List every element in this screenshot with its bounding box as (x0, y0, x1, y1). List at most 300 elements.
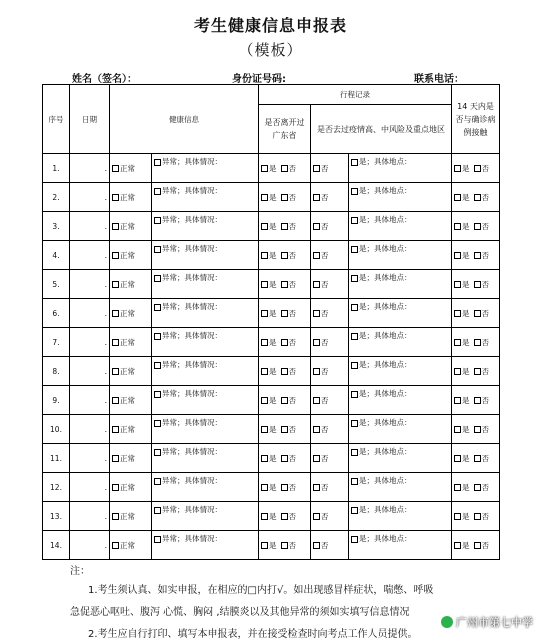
checkbox-icon[interactable] (351, 478, 358, 485)
option-yes-location[interactable]: 是；具体地点： (351, 273, 412, 282)
option-no[interactable]: 否 (474, 396, 490, 405)
checkbox-icon[interactable] (112, 455, 119, 462)
option-yes[interactable]: 是 (454, 454, 470, 463)
date-cell[interactable]: . (70, 502, 110, 531)
checkbox-icon[interactable] (474, 165, 481, 172)
option-yes[interactable]: 是 (261, 483, 277, 492)
health-abnormal-cell[interactable] (152, 502, 259, 531)
contact-cell[interactable] (452, 328, 500, 357)
checkbox-icon[interactable] (112, 310, 119, 317)
checkbox-icon[interactable] (154, 159, 161, 166)
checkbox-icon[interactable] (351, 217, 358, 224)
option-yes-location[interactable]: 是；具体地点： (351, 331, 412, 340)
risk-no-cell[interactable] (311, 444, 349, 473)
checkbox-icon[interactable] (281, 368, 288, 375)
checkbox-icon[interactable] (474, 310, 481, 317)
checkbox-icon[interactable] (154, 391, 161, 398)
checkbox-icon[interactable] (261, 252, 268, 259)
risk-location-cell[interactable] (349, 241, 452, 270)
checkbox-icon[interactable] (313, 484, 320, 491)
health-normal-cell[interactable] (110, 299, 152, 328)
health-abnormal-cell[interactable] (152, 183, 259, 212)
checkbox-icon[interactable] (351, 391, 358, 398)
option-yes-location[interactable]: 是；具体地点： (351, 534, 412, 543)
date-cell[interactable]: . (70, 357, 110, 386)
option-normal[interactable]: 正常 (112, 367, 135, 376)
option-yes[interactable]: 是 (261, 338, 277, 347)
option-no[interactable]: 否 (313, 280, 329, 289)
risk-no-cell[interactable] (311, 154, 349, 183)
option-yes[interactable]: 是 (454, 338, 470, 347)
health-normal-cell[interactable] (110, 444, 152, 473)
option-no[interactable]: 否 (474, 512, 490, 521)
option-abnormal[interactable]: 异常；具体情况： (154, 302, 222, 311)
risk-location-cell[interactable] (349, 183, 452, 212)
checkbox-icon[interactable] (261, 310, 268, 317)
checkbox-icon[interactable] (261, 455, 268, 462)
option-no[interactable]: 否 (281, 512, 297, 521)
option-yes-location[interactable]: 是；具体地点： (351, 418, 412, 427)
option-normal[interactable]: 正常 (112, 251, 135, 260)
health-abnormal-cell[interactable] (152, 444, 259, 473)
option-yes[interactable]: 是 (454, 483, 470, 492)
date-cell[interactable]: . (70, 473, 110, 502)
checkbox-icon[interactable] (281, 194, 288, 201)
health-normal-cell[interactable] (110, 183, 152, 212)
health-normal-cell[interactable] (110, 357, 152, 386)
option-yes[interactable]: 是 (454, 164, 470, 173)
option-no[interactable]: 否 (474, 251, 490, 260)
checkbox-icon[interactable] (454, 455, 461, 462)
checkbox-icon[interactable] (454, 310, 461, 317)
option-yes[interactable]: 是 (261, 454, 277, 463)
option-yes[interactable]: 是 (261, 367, 277, 376)
health-normal-cell[interactable] (110, 270, 152, 299)
option-yes[interactable]: 是 (454, 541, 470, 550)
checkbox-icon[interactable] (261, 368, 268, 375)
option-no[interactable]: 否 (313, 164, 329, 173)
option-yes[interactable]: 是 (261, 309, 277, 318)
option-no[interactable]: 否 (281, 193, 297, 202)
checkbox-icon[interactable] (112, 252, 119, 259)
checkbox-icon[interactable] (474, 223, 481, 230)
contact-cell[interactable] (452, 386, 500, 415)
checkbox-icon[interactable] (313, 542, 320, 549)
risk-location-cell[interactable] (349, 386, 452, 415)
option-yes[interactable]: 是 (454, 309, 470, 318)
option-yes[interactable]: 是 (454, 512, 470, 521)
date-cell[interactable]: . (70, 270, 110, 299)
option-normal[interactable]: 正常 (112, 541, 135, 550)
option-abnormal[interactable]: 异常；具体情况： (154, 331, 222, 340)
checkbox-icon[interactable] (351, 507, 358, 514)
contact-cell[interactable] (452, 154, 500, 183)
checkbox-icon[interactable] (351, 188, 358, 195)
left-guangdong-cell[interactable] (259, 328, 311, 357)
health-abnormal-cell[interactable] (152, 531, 259, 560)
checkbox-icon[interactable] (154, 246, 161, 253)
option-no[interactable]: 否 (474, 222, 490, 231)
checkbox-icon[interactable] (313, 310, 320, 317)
risk-no-cell[interactable] (311, 183, 349, 212)
option-normal[interactable]: 正常 (112, 338, 135, 347)
checkbox-icon[interactable] (281, 252, 288, 259)
checkbox-icon[interactable] (313, 281, 320, 288)
option-yes-location[interactable]: 是；具体地点： (351, 476, 412, 485)
option-no[interactable]: 否 (281, 541, 297, 550)
checkbox-icon[interactable] (474, 397, 481, 404)
risk-no-cell[interactable] (311, 212, 349, 241)
option-no[interactable]: 否 (474, 338, 490, 347)
health-abnormal-cell[interactable] (152, 328, 259, 357)
option-no[interactable]: 否 (474, 309, 490, 318)
option-yes-location[interactable]: 是；具体地点： (351, 186, 412, 195)
risk-location-cell[interactable] (349, 502, 452, 531)
checkbox-icon[interactable] (112, 397, 119, 404)
checkbox-icon[interactable] (281, 513, 288, 520)
option-yes[interactable]: 是 (261, 251, 277, 260)
checkbox-icon[interactable] (454, 194, 461, 201)
risk-location-cell[interactable] (349, 212, 452, 241)
checkbox-icon[interactable] (313, 455, 320, 462)
checkbox-icon[interactable] (474, 484, 481, 491)
option-normal[interactable]: 正常 (112, 309, 135, 318)
option-abnormal[interactable]: 异常；具体情况： (154, 389, 222, 398)
contact-cell[interactable] (452, 212, 500, 241)
risk-no-cell[interactable] (311, 328, 349, 357)
checkbox-icon[interactable] (281, 542, 288, 549)
option-no[interactable]: 否 (474, 425, 490, 434)
risk-no-cell[interactable] (311, 531, 349, 560)
option-no[interactable]: 否 (474, 280, 490, 289)
checkbox-icon[interactable] (351, 362, 358, 369)
risk-location-cell[interactable] (349, 299, 452, 328)
checkbox-icon[interactable] (261, 281, 268, 288)
option-abnormal[interactable]: 异常；具体情况： (154, 157, 222, 166)
left-guangdong-cell[interactable] (259, 357, 311, 386)
option-no[interactable]: 否 (313, 483, 329, 492)
option-normal[interactable]: 正常 (112, 396, 135, 405)
option-abnormal[interactable]: 异常；具体情况： (154, 505, 222, 514)
risk-location-cell[interactable] (349, 154, 452, 183)
checkbox-icon[interactable] (261, 397, 268, 404)
option-no[interactable]: 否 (281, 280, 297, 289)
option-no[interactable]: 否 (313, 309, 329, 318)
option-yes[interactable]: 是 (261, 222, 277, 231)
option-yes[interactable]: 是 (261, 512, 277, 521)
checkbox-icon[interactable] (112, 542, 119, 549)
checkbox-icon[interactable] (313, 252, 320, 259)
checkbox-icon[interactable] (313, 397, 320, 404)
checkbox-icon[interactable] (313, 223, 320, 230)
option-yes[interactable]: 是 (454, 280, 470, 289)
date-cell[interactable]: . (70, 154, 110, 183)
checkbox-icon[interactable] (454, 542, 461, 549)
risk-no-cell[interactable] (311, 415, 349, 444)
option-yes-location[interactable]: 是；具体地点： (351, 244, 412, 253)
risk-no-cell[interactable] (311, 270, 349, 299)
option-normal[interactable]: 正常 (112, 193, 135, 202)
option-abnormal[interactable]: 异常；具体情况： (154, 447, 222, 456)
checkbox-icon[interactable] (112, 339, 119, 346)
risk-location-cell[interactable] (349, 415, 452, 444)
left-guangdong-cell[interactable] (259, 386, 311, 415)
health-abnormal-cell[interactable] (152, 357, 259, 386)
checkbox-icon[interactable] (154, 449, 161, 456)
health-normal-cell[interactable] (110, 154, 152, 183)
option-yes[interactable]: 是 (454, 222, 470, 231)
checkbox-icon[interactable] (454, 513, 461, 520)
option-yes[interactable]: 是 (261, 541, 277, 550)
checkbox-icon[interactable] (474, 339, 481, 346)
option-no[interactable]: 否 (313, 251, 329, 260)
checkbox-icon[interactable] (474, 455, 481, 462)
contact-cell[interactable] (452, 270, 500, 299)
health-normal-cell[interactable] (110, 502, 152, 531)
checkbox-icon[interactable] (351, 420, 358, 427)
checkbox-icon[interactable] (154, 333, 161, 340)
checkbox-icon[interactable] (154, 362, 161, 369)
checkbox-icon[interactable] (351, 333, 358, 340)
option-no[interactable]: 否 (281, 164, 297, 173)
checkbox-icon[interactable] (154, 478, 161, 485)
checkbox-icon[interactable] (454, 484, 461, 491)
option-no[interactable]: 否 (281, 338, 297, 347)
date-cell[interactable]: . (70, 212, 110, 241)
date-cell[interactable]: . (70, 183, 110, 212)
option-no[interactable]: 否 (281, 309, 297, 318)
left-guangdong-cell[interactable] (259, 212, 311, 241)
health-normal-cell[interactable] (110, 531, 152, 560)
health-abnormal-cell[interactable] (152, 154, 259, 183)
checkbox-icon[interactable] (112, 513, 119, 520)
option-yes-location[interactable]: 是；具体地点： (351, 215, 412, 224)
left-guangdong-cell[interactable] (259, 444, 311, 473)
checkbox-icon[interactable] (281, 310, 288, 317)
checkbox-icon[interactable] (454, 281, 461, 288)
option-abnormal[interactable]: 异常；具体情况： (154, 418, 222, 427)
date-cell[interactable]: . (70, 328, 110, 357)
option-yes[interactable]: 是 (261, 193, 277, 202)
option-yes-location[interactable]: 是；具体地点： (351, 389, 412, 398)
left-guangdong-cell[interactable] (259, 241, 311, 270)
checkbox-icon[interactable] (454, 252, 461, 259)
risk-location-cell[interactable] (349, 531, 452, 560)
health-abnormal-cell[interactable] (152, 270, 259, 299)
left-guangdong-cell[interactable] (259, 531, 311, 560)
risk-no-cell[interactable] (311, 473, 349, 502)
health-normal-cell[interactable] (110, 212, 152, 241)
health-abnormal-cell[interactable] (152, 241, 259, 270)
left-guangdong-cell[interactable] (259, 473, 311, 502)
checkbox-icon[interactable] (261, 223, 268, 230)
checkbox-icon[interactable] (112, 223, 119, 230)
checkbox-icon[interactable] (154, 304, 161, 311)
risk-no-cell[interactable] (311, 299, 349, 328)
checkbox-icon[interactable] (454, 165, 461, 172)
checkbox-icon[interactable] (261, 513, 268, 520)
contact-cell[interactable] (452, 241, 500, 270)
option-yes[interactable]: 是 (454, 425, 470, 434)
option-normal[interactable]: 正常 (112, 164, 135, 173)
checkbox-icon[interactable] (474, 281, 481, 288)
checkbox-icon[interactable] (112, 484, 119, 491)
risk-location-cell[interactable] (349, 444, 452, 473)
checkbox-icon[interactable] (112, 194, 119, 201)
option-no[interactable]: 否 (281, 367, 297, 376)
checkbox-icon[interactable] (351, 159, 358, 166)
option-no[interactable]: 否 (313, 425, 329, 434)
option-yes-location[interactable]: 是；具体地点： (351, 447, 412, 456)
option-no[interactable]: 否 (313, 541, 329, 550)
left-guangdong-cell[interactable] (259, 154, 311, 183)
contact-cell[interactable] (452, 299, 500, 328)
risk-no-cell[interactable] (311, 386, 349, 415)
contact-cell[interactable] (452, 415, 500, 444)
checkbox-icon[interactable] (261, 542, 268, 549)
checkbox-icon[interactable] (454, 223, 461, 230)
contact-cell[interactable] (452, 444, 500, 473)
checkbox-icon[interactable] (351, 304, 358, 311)
option-no[interactable]: 否 (281, 425, 297, 434)
left-guangdong-cell[interactable] (259, 270, 311, 299)
checkbox-icon[interactable] (351, 246, 358, 253)
option-abnormal[interactable]: 异常；具体情况： (154, 186, 222, 195)
option-no[interactable]: 否 (474, 164, 490, 173)
checkbox-icon[interactable] (454, 339, 461, 346)
left-guangdong-cell[interactable] (259, 183, 311, 212)
checkbox-icon[interactable] (351, 536, 358, 543)
option-no[interactable]: 否 (313, 367, 329, 376)
risk-no-cell[interactable] (311, 241, 349, 270)
date-cell[interactable]: . (70, 531, 110, 560)
checkbox-icon[interactable] (112, 368, 119, 375)
option-abnormal[interactable]: 异常；具体情况： (154, 244, 222, 253)
option-no[interactable]: 否 (281, 483, 297, 492)
option-no[interactable]: 否 (313, 222, 329, 231)
checkbox-icon[interactable] (261, 339, 268, 346)
option-normal[interactable]: 正常 (112, 454, 135, 463)
checkbox-icon[interactable] (281, 455, 288, 462)
checkbox-icon[interactable] (281, 165, 288, 172)
date-cell[interactable]: . (70, 415, 110, 444)
contact-cell[interactable] (452, 183, 500, 212)
option-no[interactable]: 否 (281, 222, 297, 231)
option-yes[interactable]: 是 (454, 251, 470, 260)
contact-cell[interactable] (452, 502, 500, 531)
option-no[interactable]: 否 (281, 251, 297, 260)
option-yes[interactable]: 是 (261, 396, 277, 405)
checkbox-icon[interactable] (313, 513, 320, 520)
checkbox-icon[interactable] (112, 426, 119, 433)
risk-location-cell[interactable] (349, 270, 452, 299)
health-abnormal-cell[interactable] (152, 299, 259, 328)
checkbox-icon[interactable] (474, 542, 481, 549)
checkbox-icon[interactable] (261, 426, 268, 433)
risk-location-cell[interactable] (349, 357, 452, 386)
checkbox-icon[interactable] (351, 275, 358, 282)
option-abnormal[interactable]: 异常；具体情况： (154, 534, 222, 543)
contact-cell[interactable] (452, 473, 500, 502)
health-normal-cell[interactable] (110, 328, 152, 357)
option-yes[interactable]: 是 (261, 425, 277, 434)
checkbox-icon[interactable] (112, 281, 119, 288)
option-no[interactable]: 否 (313, 396, 329, 405)
checkbox-icon[interactable] (281, 339, 288, 346)
option-no[interactable]: 否 (281, 454, 297, 463)
option-no[interactable]: 否 (474, 483, 490, 492)
option-normal[interactable]: 正常 (112, 483, 135, 492)
option-abnormal[interactable]: 异常；具体情况： (154, 476, 222, 485)
checkbox-icon[interactable] (112, 165, 119, 172)
option-no[interactable]: 否 (313, 512, 329, 521)
option-no[interactable]: 否 (474, 454, 490, 463)
left-guangdong-cell[interactable] (259, 299, 311, 328)
option-yes[interactable]: 是 (261, 164, 277, 173)
option-no[interactable]: 否 (313, 454, 329, 463)
left-guangdong-cell[interactable] (259, 415, 311, 444)
option-no[interactable]: 否 (281, 396, 297, 405)
checkbox-icon[interactable] (281, 426, 288, 433)
health-abnormal-cell[interactable] (152, 415, 259, 444)
contact-cell[interactable] (452, 531, 500, 560)
option-normal[interactable]: 正常 (112, 280, 135, 289)
checkbox-icon[interactable] (474, 426, 481, 433)
checkbox-icon[interactable] (261, 194, 268, 201)
risk-location-cell[interactable] (349, 328, 452, 357)
risk-no-cell[interactable] (311, 502, 349, 531)
option-yes[interactable]: 是 (454, 367, 470, 376)
checkbox-icon[interactable] (154, 536, 161, 543)
date-cell[interactable]: . (70, 241, 110, 270)
option-normal[interactable]: 正常 (112, 425, 135, 434)
health-abnormal-cell[interactable] (152, 212, 259, 241)
health-normal-cell[interactable] (110, 241, 152, 270)
option-no[interactable]: 否 (313, 193, 329, 202)
option-abnormal[interactable]: 异常；具体情况： (154, 360, 222, 369)
checkbox-icon[interactable] (454, 368, 461, 375)
option-no[interactable]: 否 (474, 541, 490, 550)
checkbox-icon[interactable] (154, 507, 161, 514)
contact-cell[interactable] (452, 357, 500, 386)
option-yes-location[interactable]: 是；具体地点： (351, 360, 412, 369)
risk-location-cell[interactable] (349, 473, 452, 502)
option-yes[interactable]: 是 (454, 396, 470, 405)
checkbox-icon[interactable] (474, 368, 481, 375)
checkbox-icon[interactable] (313, 194, 320, 201)
health-abnormal-cell[interactable] (152, 386, 259, 415)
date-cell[interactable]: . (70, 444, 110, 473)
checkbox-icon[interactable] (281, 223, 288, 230)
option-no[interactable]: 否 (474, 193, 490, 202)
health-abnormal-cell[interactable] (152, 473, 259, 502)
option-normal[interactable]: 正常 (112, 512, 135, 521)
option-no[interactable]: 否 (474, 367, 490, 376)
checkbox-icon[interactable] (351, 449, 358, 456)
date-cell[interactable]: . (70, 386, 110, 415)
checkbox-icon[interactable] (281, 397, 288, 404)
checkbox-icon[interactable] (313, 368, 320, 375)
checkbox-icon[interactable] (313, 339, 320, 346)
risk-no-cell[interactable] (311, 357, 349, 386)
option-abnormal[interactable]: 异常；具体情况： (154, 273, 222, 282)
checkbox-icon[interactable] (474, 252, 481, 259)
checkbox-icon[interactable] (261, 484, 268, 491)
date-cell[interactable]: . (70, 299, 110, 328)
option-yes-location[interactable]: 是；具体地点： (351, 302, 412, 311)
checkbox-icon[interactable] (154, 420, 161, 427)
checkbox-icon[interactable] (154, 217, 161, 224)
